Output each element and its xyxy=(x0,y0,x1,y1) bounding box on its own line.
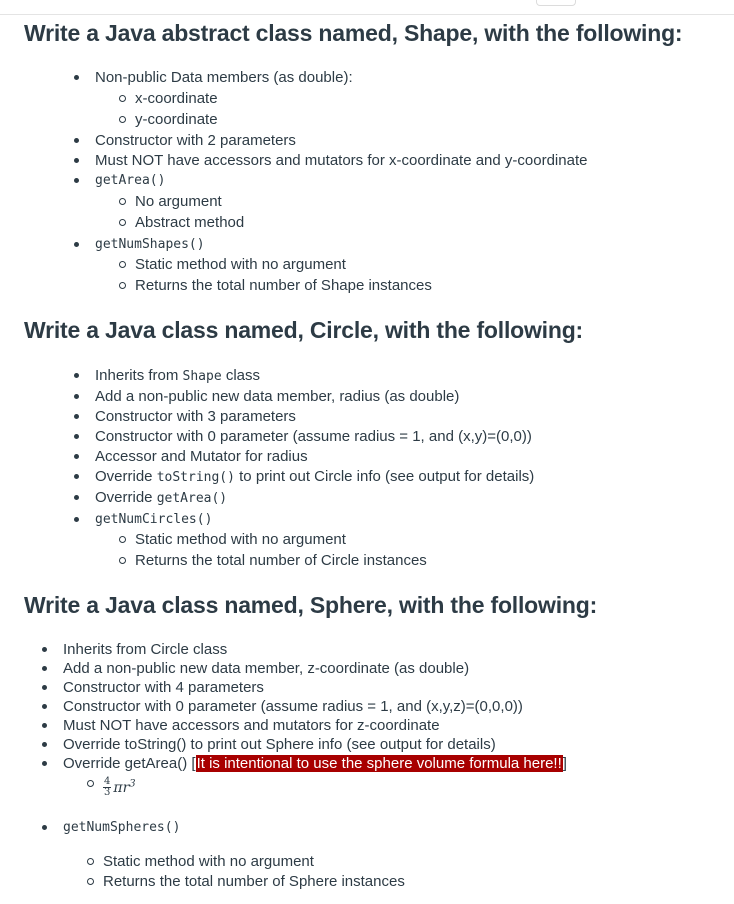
sphere-volume-formula: $\frac{4}{3}$ $\pi r^3$ xyxy=(104,776,136,799)
list-item: Inherits from Shape class xyxy=(95,366,260,387)
list-item: Accessor and Mutator for radius xyxy=(95,448,308,465)
list-item: Override toString() to print out Circle info (see output for details) xyxy=(95,467,534,488)
list-item: getNumCircles() xyxy=(95,510,212,530)
list-item: Constructor with 0 parameter (assume radius = 1, and (x,y)=(0,0)) xyxy=(95,428,532,445)
list-item: Constructor with 0 parameter (assume radius = 1, and (x,y,z)=(0,0,0)) xyxy=(63,698,523,715)
list-item: Constructor with 4 parameters xyxy=(63,679,264,696)
top-tab-handle xyxy=(536,0,576,6)
sphere-heading: Write a Java class named, Sphere, with the following: xyxy=(24,592,598,618)
list-item: Static method with no argument xyxy=(135,256,346,273)
list-item: Add a non-public new data member, radius (as double) xyxy=(95,388,460,405)
list-item: Returns the total number of Sphere instances xyxy=(103,873,405,890)
list-item: Returns the total number of Circle instances xyxy=(135,552,427,569)
list-item: Override getArea() xyxy=(95,488,227,509)
list-item: Add a non-public new data member, z-coordinate (as double) xyxy=(63,660,470,677)
formula-item xyxy=(103,774,136,798)
list-item: getNumSpheres() xyxy=(63,818,180,838)
top-divider xyxy=(0,14,734,15)
highlighted-note: It is intentional to use the sphere volume formula here!! xyxy=(196,755,562,772)
list-item: Must NOT have accessors and mutators for z-coordinate xyxy=(63,717,440,734)
list-item: getArea() xyxy=(95,171,165,191)
list-item: Abstract method xyxy=(135,214,245,231)
inline-code: Shape xyxy=(182,369,222,384)
list-item: No argument xyxy=(135,193,222,210)
list-item: Override toString() to print out Sphere info (see output for details) xyxy=(63,736,496,753)
list-item: getNumShapes() xyxy=(95,235,205,255)
shape-heading: Write a Java abstract class named, Shape, with the following: xyxy=(24,20,683,46)
list-item: Inherits from Circle class xyxy=(63,641,228,658)
inline-code: getArea() xyxy=(156,491,228,506)
list-item: y-coordinate xyxy=(135,111,218,128)
list-item: Constructor with 2 parameters xyxy=(95,132,296,149)
list-item: Must NOT have accessors and mutators for x-coordinate and y-coordinate xyxy=(95,152,588,169)
list-item: Constructor with 3 parameters xyxy=(95,408,296,425)
list-item: x-coordinate xyxy=(135,90,218,107)
list-item: Non-public Data members (as double): xyxy=(95,69,353,86)
circle-heading: Write a Java class named, Circle, with the following: xyxy=(24,317,584,343)
list-item: Returns the total number of Shape instances xyxy=(135,277,432,294)
inline-code: toString() xyxy=(156,470,235,485)
list-item: Override getArea() [It is intentional to use the sphere volume formula here!!] xyxy=(63,755,567,772)
list-item: Static method with no argument xyxy=(135,531,346,548)
list-item: Static method with no argument xyxy=(103,853,314,870)
